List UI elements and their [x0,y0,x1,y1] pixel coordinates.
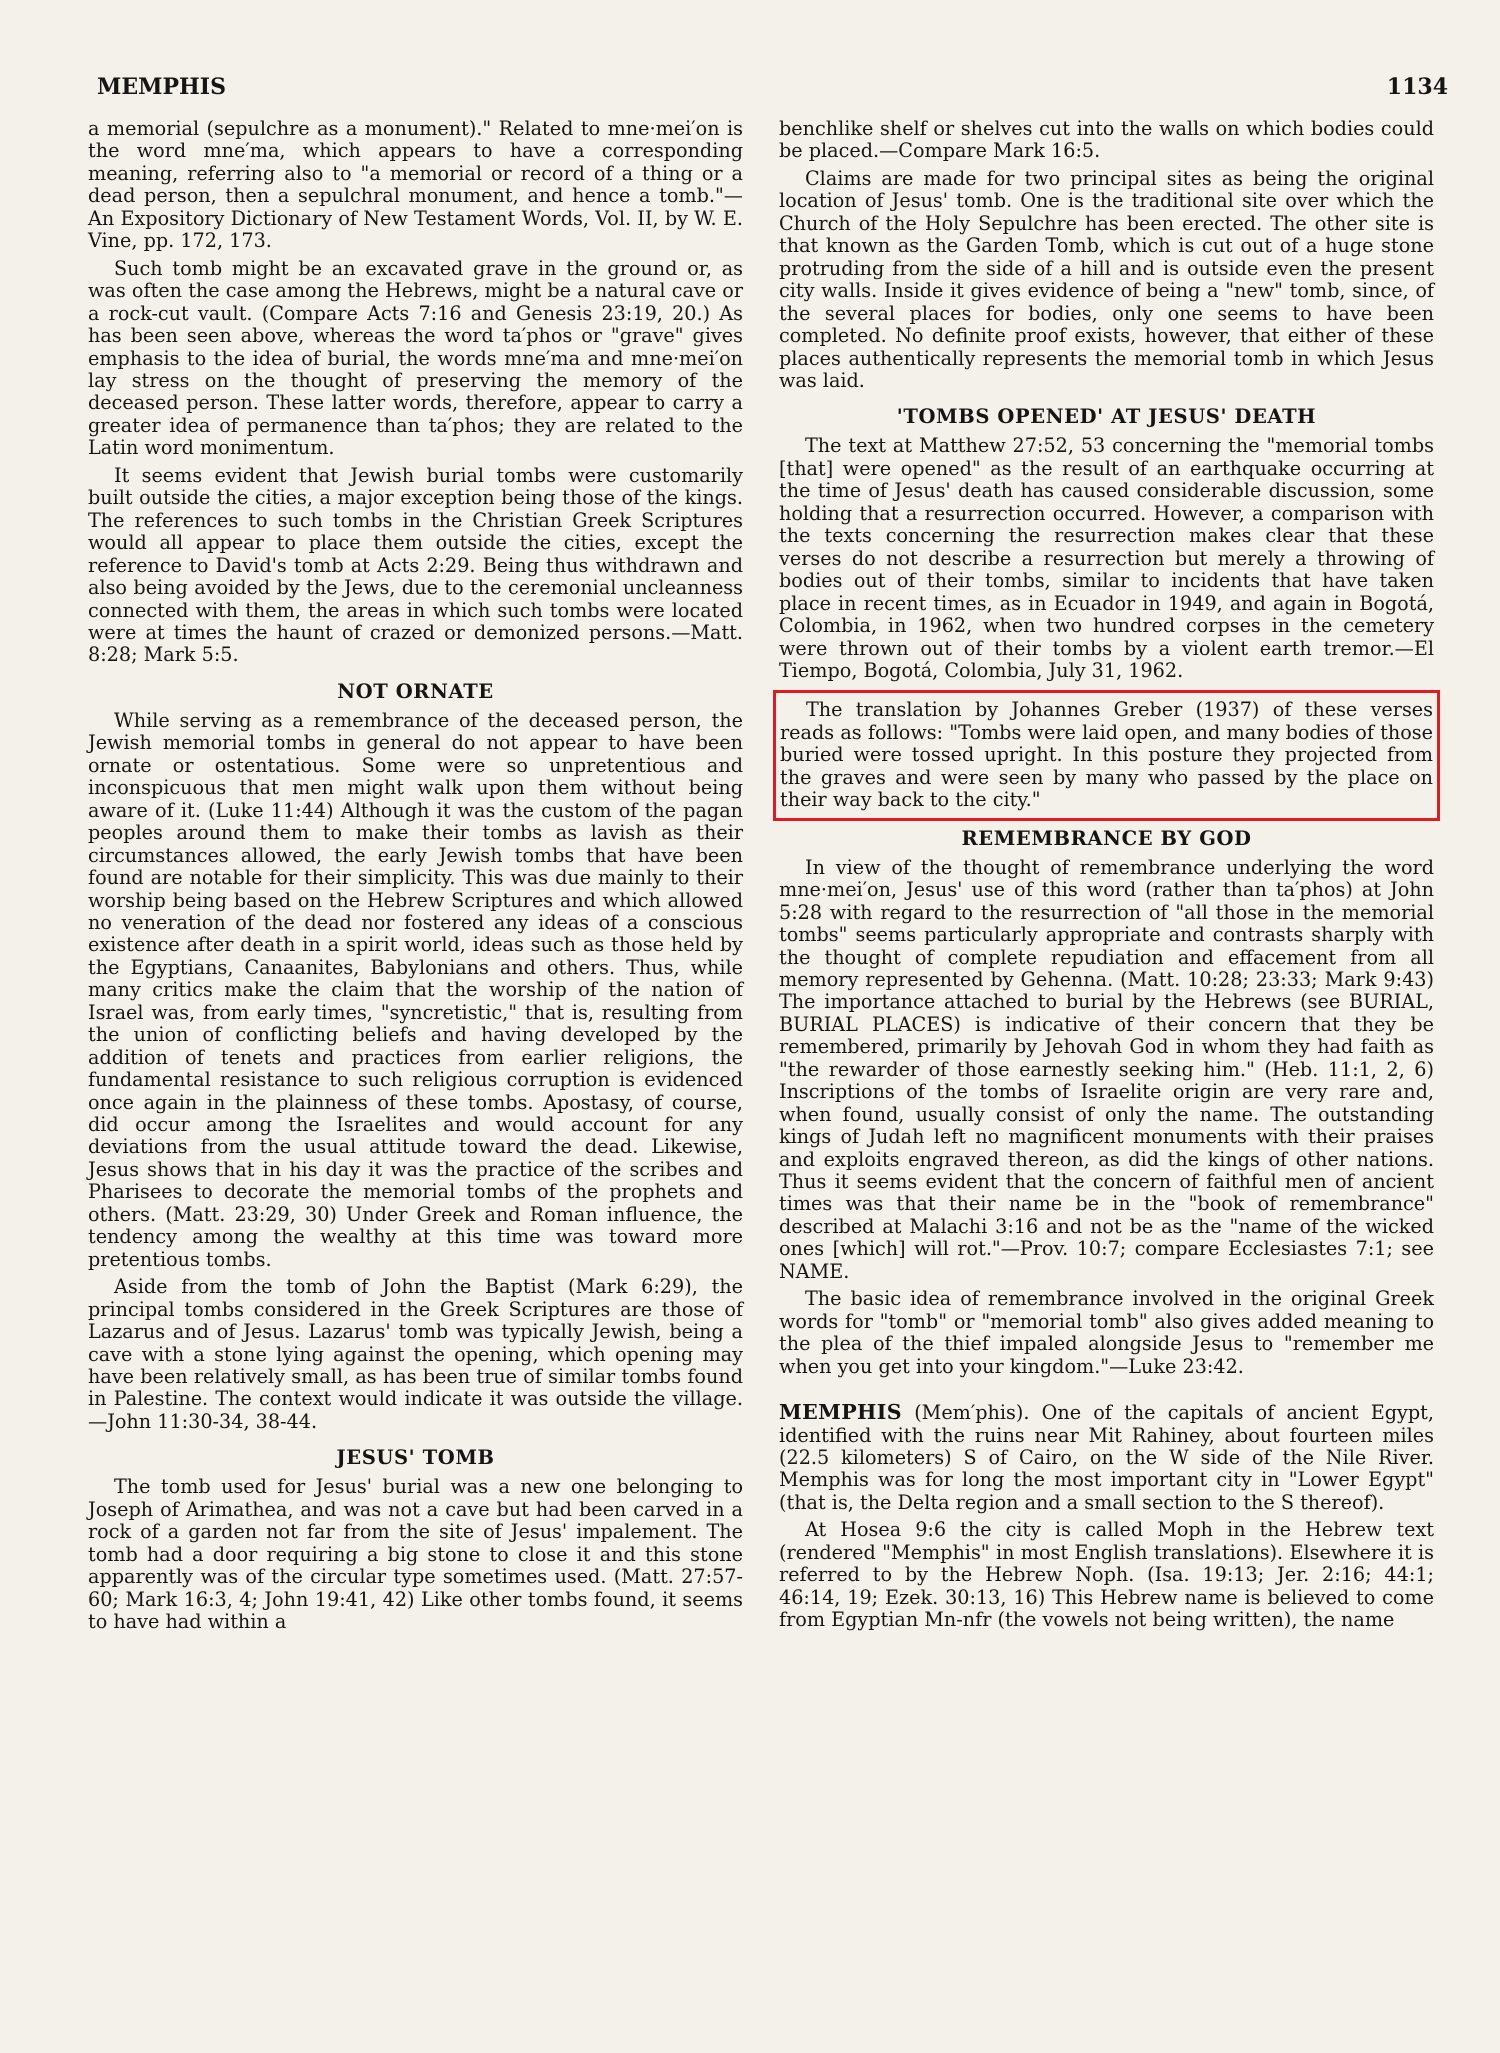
section-heading-not-ornate: NOT ORNATE [337,679,494,703]
running-head-entry-word: MEMPHIS [97,74,226,100]
left-column [88,118,743,1639]
running-head [97,74,1448,104]
section-heading-jesus-tomb: JESUS' TOMB [336,1446,495,1470]
paragraph: The tomb used for Jesus' burial was a new one belonging to Joseph of Arimathea, and was not a cave but had been carved in a rock of a garden not far from the site of Jesus' impalement. The tomb had a door requiring a big stone to close it and this stone apparently was of the circular type sometimes used. (Matt. 27:57-60; Mark 16:3, 4; John 19:41, 42) Like other tombs found, it seems to have had within a [88,1475,743,1634]
right-column [779,118,1434,1637]
paragraph: Aside from the tomb of John the Baptist (Mark 6:29), the principal tombs considered in the Greek Scriptures are those of Lazarus and of Jesus. Lazarus' tomb was typically Jewish, being a cave with a stone lying against the opening, which opening may have been relatively small, as has been true of similar tombs found in Palestine. The context would indicate it was outside the village.—John 11:30-34, 38-44. [88,1275,743,1433]
paragraph: Claims are made for two principal sites as being the original location of Jesus' tomb. One is the traditional site over which the Church of the Holy Sepulchre has been erected. The other site is that known as the Garden Tomb, which is cut out of a huge stone protruding from the side of a hill and is outside even the present city walls. Inside it gives evidence of being a "new" tomb, since, of the several places for bodies, only one seems to have been completed. No definite proof exists, however, that either of these places authentically represents the memorial tomb in which Jesus was laid. [779,166,1434,392]
memphis-entry [779,1401,1434,1514]
paragraph: It seems evident that Jewish burial tombs were customarily built outside the cities, a major exception being those of the kings. The references to such tombs in the Christian Greek Scriptures would all appear to place them outside the cities, except the reference to David's tomb at Acts 2:29. Being thus withdrawn and also being avoided by the Jews, due to the ceremonial uncleanness connected with them, the areas in which such tombs were located were at times the haunt of crazed or demonized persons.—Matt. 8:28; Mark 5:5. [88,463,743,667]
highlight-box [773,690,1440,820]
paragraph: In view of the thought of remembrance underlying the word mne·mei′on, Jesus' use of this word (rather than ta′phos) at John 5:28 with regard to the resurrection of "all those in the memorial tombs" seems particularly appropriate and contrasts sharply with the thought of complete repudiation and effacement from all memory represented by Gehenna. (Matt. 10:28; 23:33; Mark 9:43) The importance attached to burial by the Hebrews (see BURIAL, BURIAL PLACES) is indicative of their concern that they be remembered, primarily by Jehovah God in whom they had faith as "the rewarder of those earnestly seeking him." (Heb. 11:1, 2, 6) Inscriptions of the tombs of Israelite origin are very rare and, when found, usually consist of only the name. The outstanding kings of Judah left no magnificent monuments with their praises and exploits engraved thereon, as did the kings of other nations. Thus it seems evident that the concern of faithful men of ancient times was that their name be in the "book of remembrance" described at Malachi 3:16 and not be as the "name of the wicked ones [which] will rot."—Prov. 10:7; compare Ecclesiastes 7:1; see NAME. [779,855,1434,1283]
section-heading-remembrance: REMEMBRANCE BY GOD [961,826,1252,850]
section-heading-tombs-opened: 'TOMBS OPENED' AT JESUS' DEATH [896,405,1317,429]
paragraph: Such tomb might be an excavated grave in the ground or, as was often the case among the Hebrews, might be a natural cave or a rock-cut vault. (Compare Acts 7:16 and Genesis 23:19, 20.) As has been seen above, whereas the word ta′phos or "grave" gives emphasis to the idea of burial, the words mne′ma and mne·mei′on lay stress on the thought of preserving the memory of the deceased person. These latter words, therefore, appear to carry a greater idea of permanence than ta′phos; they are related to the Latin word monimentum. [88,256,743,460]
highlighted-paragraph: The translation by Johannes Greber (1937) of these verses reads as follows: "Tombs were laid open, and many bodies of those buried were tossed upright. In this posture they projected from the graves and were seen by many who passed by the place on their way back to the city." [780,698,1433,812]
paragraph: The basic idea of remembrance involved in the original Greek words for "tomb" or "memorial tomb" also gives added meaning to the plea of the thief impaled alongside Jesus to "remember me when you get into your kingdom."—Luke 23:42. [779,1287,1434,1378]
paragraph: The text at Matthew 27:52, 53 concerning the "memorial tombs [that] were opened" as the result of an earthquake occurring at the time of Jesus' death has caused considerable discussion, some holding that a resurrection occurred. However, a comparison with the texts concerning the resurrection makes clear that these verses do not describe a resurrection but merely a throwing of bodies out of their tombs, similar to incidents that have taken place in recent times, as in Ecuador in 1949, and again in Bogotá, Colombia, in 1962, when two hundred corpses in the cemetery were thrown out of their tombs by a violent earth tremor.—El Tiempo, Bogotá, Colombia, July 31, 1962. [779,434,1434,682]
paragraph: a memorial (sepulchre as a monument)." Related to mne·mei′on is the word mne′ma, which appears to have a corresponding meaning, referring also to "a memorial or record of a thing or a dead person, then a sepulchral monument, and hence a tomb."—An Expository Dictionary of New Testament Words, Vol. II, by W. E. Vine, pp. 172, 173. [88,117,743,253]
entry-headword: MEMPHIS [779,1400,902,1425]
paragraph: benchlike shelf or shelves cut into the walls on which bodies could be placed.—Compare Mark 16:5. [779,117,1434,163]
page-number: 1134 [1386,74,1448,100]
entry-text: (Mem′phis). One of the capitals of ancient Egypt, identified with the ruins near Mit Rahiney, about fourteen miles (22.5 kilometers) S of Cairo, on the W side of the Nile River. Memphis was for long the most important city in "Lower Egypt" (that is, the Delta region and a small section to the S thereof). [779,1401,1434,1514]
paragraph: At Hosea 9:6 the city is called Moph in the Hebrew text (rendered "Memphis" in most English translations). Elsewhere it is referred to by the Hebrew Noph. (Isa. 19:13; Jer. 2:16; 44:1; 46:14, 19; Ezek. 30:13, 16) This Hebrew name is believed to come from Egyptian Mn-nfr (the vowels not being written), the name [779,1518,1434,1632]
paragraph: While serving as a remembrance of the deceased person, the Jewish memorial tombs in general do not appear to have been ornate or ostentatious. Some were so unpretentious and inconspicuous that men might walk upon them without being aware of it. (Luke 11:44) Although it was the custom of the pagan peoples around them to make their tombs as lavish as their circumstances allowed, the early Jewish tombs that have been found are notable for their simplicity. This was due mainly to their worship being based on the Hebrew Scriptures and which allowed no veneration of the dead nor fostered any ideas of a conscious existence after death in a spirit world, ideas such as those held by the Egyptians, Canaanites, Babylonians and others. Thus, while many critics make the claim that the worship of the nation of Israel was, from early times, "syncretistic," that is, resulting from the union of conflicting beliefs and having developed by the addition of tenets and practices from earlier religions, the fundamental resistance to such religious corruption is evidenced once again in the plainness of these tombs. Apostasy, of course, did occur among the Israelites and would account for any deviations from the usual attitude toward the dead. Likewise, Jesus shows that in his day it was the practice of the scribes and Pharisees to decorate the memorial tombs of the prophets and others. (Matt. 23:29, 30) Under Greek and Roman influence, the tendency among the wealthy at this time was toward more pretentious tombs. [88,708,743,1271]
